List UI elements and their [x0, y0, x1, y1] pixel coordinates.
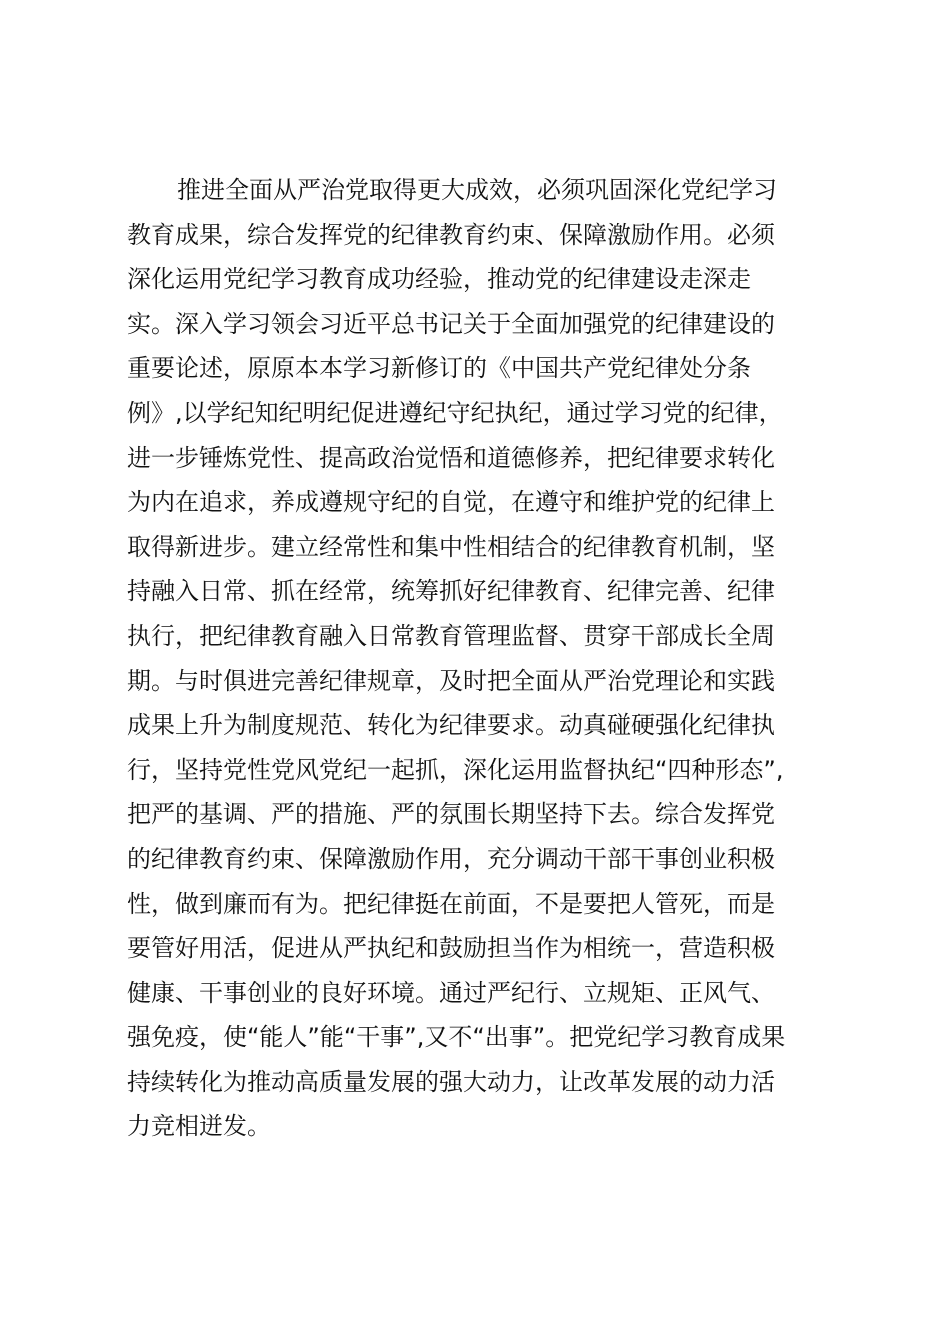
paragraph-line: 性，做到廉而有为。把纪律挺在前面，不是要把人管死，而是 [127, 889, 775, 918]
body-paragraph [127, 168, 827, 1149]
paragraph-line: 健康、干事创业的良好环境。通过严纪行、立规矩、正风气、 [127, 978, 775, 1007]
paragraph-line: 推进全面从严治党取得更大成效，必须巩固深化党纪学习 [177, 176, 777, 204]
paragraph-line: 执行，把纪律教育融入日常教育管理监督、贯穿干部成长全周 [127, 621, 775, 650]
paragraph-line: 教育成果，综合发挥党的纪律教育约束、保障激励作用。必须 [127, 220, 775, 249]
paragraph-line: 力竞相迸发。 [127, 1112, 271, 1141]
paragraph-line: 进一步锤炼党性、提高政治觉悟和道德修养，把纪律要求转化 [127, 443, 775, 472]
paragraph-line: 的纪律教育约束、保障激励作用，充分调动干部干事创业积极 [127, 844, 775, 873]
paragraph-line: 行，坚持党性党风党纪一起抓，深化运用监督执纪“四种形态”, [127, 755, 784, 784]
paragraph-line: 成果上升为制度规范、转化为纪律要求。动真碰硬强化纪律执 [127, 711, 775, 740]
paragraph-line: 把严的基调、严的措施、严的氛围长期坚持下去。综合发挥党 [127, 800, 775, 829]
paragraph-line: 深化运用党纪学习教育成功经验，推动党的纪律建设走深走 [127, 265, 751, 294]
paragraph-line: 重要论述，原原本本学习新修订的《中国共产党纪律处分条 [127, 354, 751, 383]
paragraph-line: 持融入日常、抓在经常，统筹抓好纪律教育、纪律完善、纪律 [127, 577, 775, 606]
paragraph-line: 期。与时俱进完善纪律规章，及时把全面从严治党理论和实践 [127, 666, 775, 695]
paragraph-line: 取得新进步。建立经常性和集中性相结合的纪律教育机制，坚 [127, 532, 775, 561]
paragraph-line: 为内在追求，养成遵规守纪的自觉，在遵守和维护党的纪律上 [127, 488, 775, 517]
paragraph-line: 持续转化为推动高质量发展的强大动力，让改革发展的动力活 [127, 1067, 775, 1096]
paragraph-line: 要管好用活，促进从严执纪和鼓励担当作为相统一，营造积极 [127, 934, 775, 963]
paragraph-line: 例》,以学纪知纪明纪促进遵纪守纪执纪，通过学习党的纪律， [127, 398, 783, 427]
paragraph-line: 实。深入学习领会习近平总书记关于全面加强党的纪律建设的 [127, 309, 775, 338]
paragraph-line: 强免疫，使“能人”能“干事”,又不“出事”。把党纪学习教育成果 [127, 1023, 786, 1052]
